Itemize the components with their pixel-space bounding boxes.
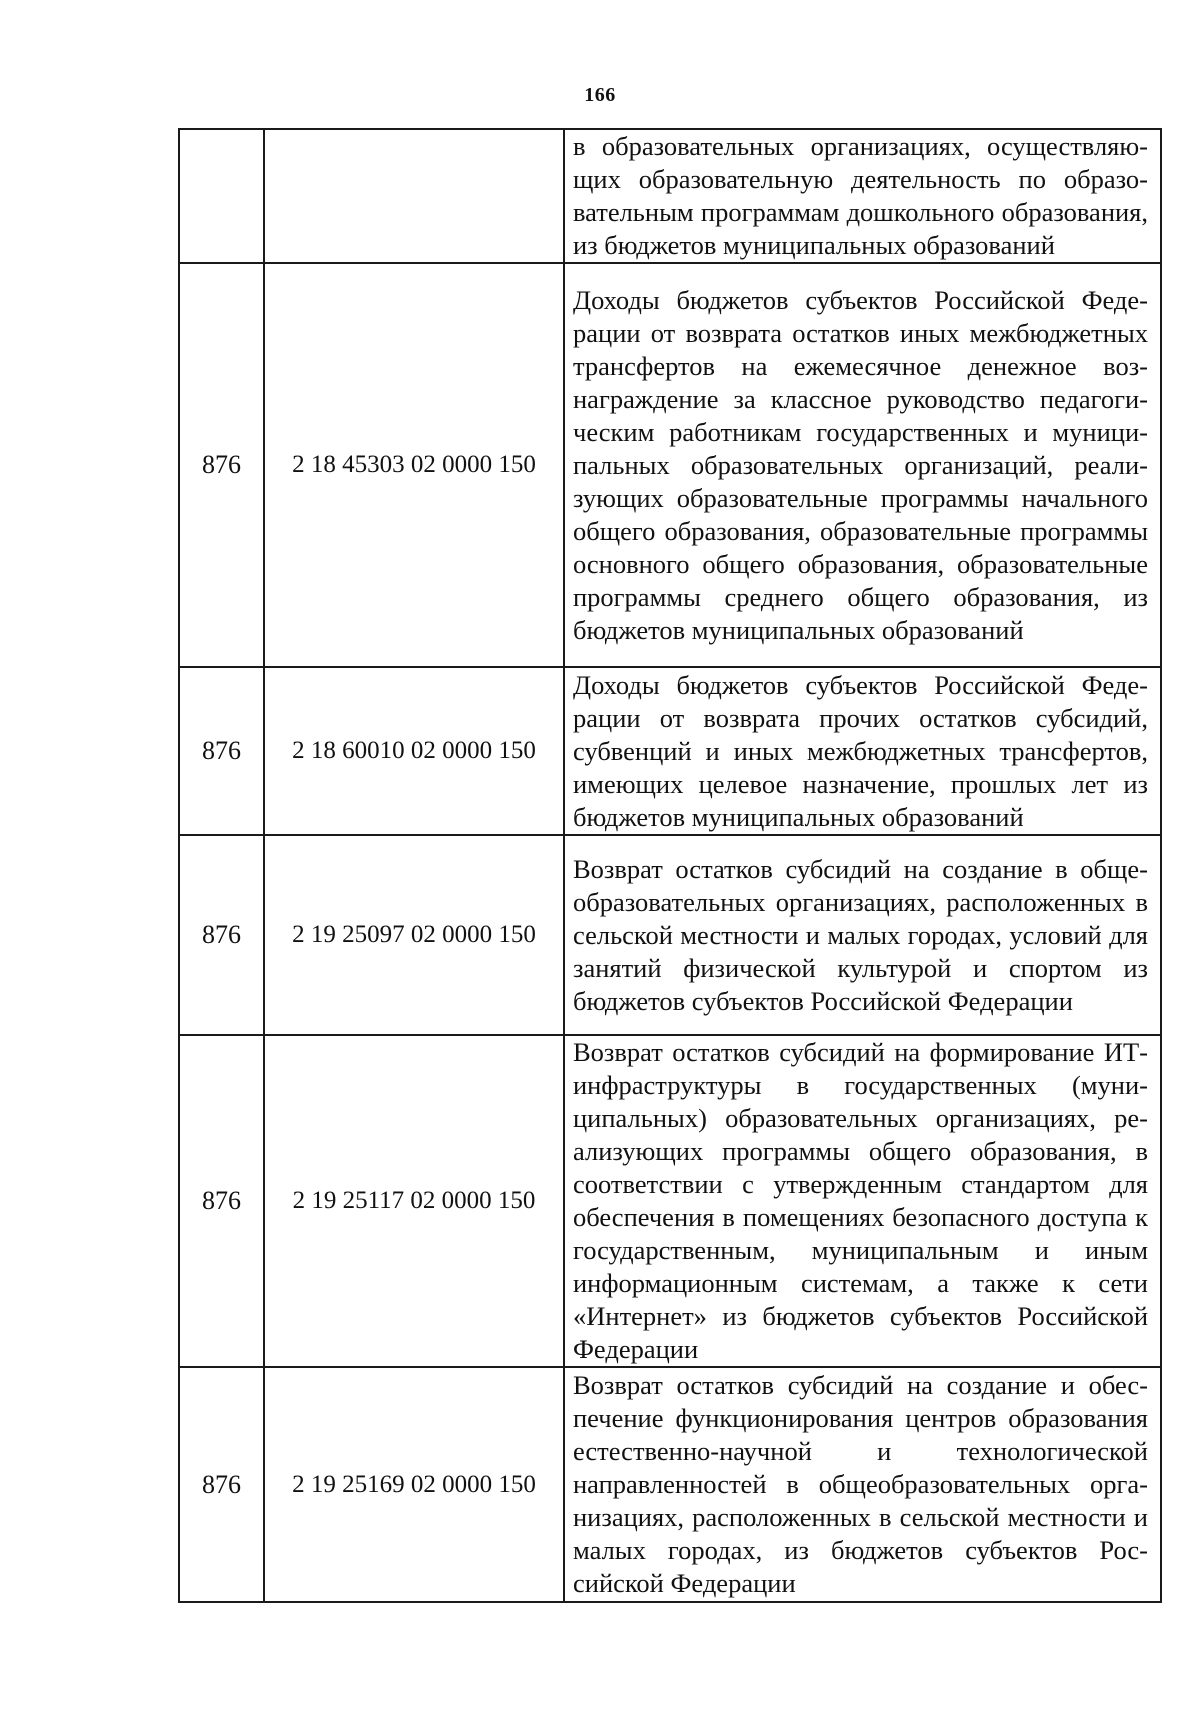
budget-code-cell xyxy=(264,129,564,263)
admin-code-cell xyxy=(179,129,264,263)
admin-code-cell: 876 xyxy=(179,667,264,835)
description-cell: Доходы бюджетов субъектов Российской Федерации от возврата прочих остатков субсидий, субвенций и иных межбюджетных трансфертов, имеющих целевое назначение, прошлых лет из бюджетов муниципальных образований xyxy=(564,667,1161,835)
admin-code-cell: 876 xyxy=(179,1035,264,1367)
description-cell: Возврат остатков субсидий на создание и обеспечение функционирования центров образования естественно-научной и технологической направленностей в общеобразовательных организациях, расположенных в сельской местности и малых городах, из бюджетов субъектов Российской Федерации xyxy=(564,1367,1161,1602)
admin-code-cell: 876 xyxy=(179,263,264,667)
table-row xyxy=(179,667,1161,835)
table-row xyxy=(179,129,1161,263)
table-row xyxy=(179,263,1161,667)
budget-code-cell: 2 19 25117 02 0000 150 xyxy=(264,1035,564,1367)
description-cell: Возврат остатков субсидий на формирование ИТ-инфраструктуры в государственных (муниципальных) образовательных организациях, реализующих программы общего образования, в соответствии с утвержденным стандартом для обеспечения в помещениях безопасного доступа к государственным, муниципальным и иным информационным системам, а также к сети «Интернет» из бюджетов субъектов Российской Федерации xyxy=(564,1035,1161,1367)
table-row xyxy=(179,1035,1161,1367)
admin-code-cell: 876 xyxy=(179,835,264,1035)
budget-code-cell: 2 18 45303 02 0000 150 xyxy=(264,263,564,667)
description-cell: Возврат остатков субсидий на создание в общеобразовательных организациях, расположенных в сельской местности и малых городах, условий для занятий физической культурой и спортом из бюджетов субъектов Российской Федерации xyxy=(564,835,1161,1035)
table-row xyxy=(179,835,1161,1035)
page-number: 166 xyxy=(584,84,616,106)
table-row xyxy=(179,1367,1161,1602)
budget-codes-table xyxy=(178,128,1162,1603)
admin-code-cell: 876 xyxy=(179,1367,264,1602)
description-cell: Доходы бюджетов субъектов Российской Федерации от возврата остатков иных межбюджетных трансфертов на ежемесячное денежное вознаграждение за классное руководство педагогическим работникам государственных и муниципальных образовательных организаций, реализующих образовательные программы начального общего образования, образовательные программы основного общего образования, образовательные программы среднего общего образования, из бюджетов муниципальных образований xyxy=(564,263,1161,667)
budget-code-cell: 2 19 25097 02 0000 150 xyxy=(264,835,564,1035)
description-cell: в образовательных организациях, осуществляющих образовательную деятельность по образовательным программам дошкольного образования, из бюджетов муниципальных образований xyxy=(564,129,1161,263)
budget-code-cell: 2 18 60010 02 0000 150 xyxy=(264,667,564,835)
budget-code-cell: 2 19 25169 02 0000 150 xyxy=(264,1367,564,1602)
